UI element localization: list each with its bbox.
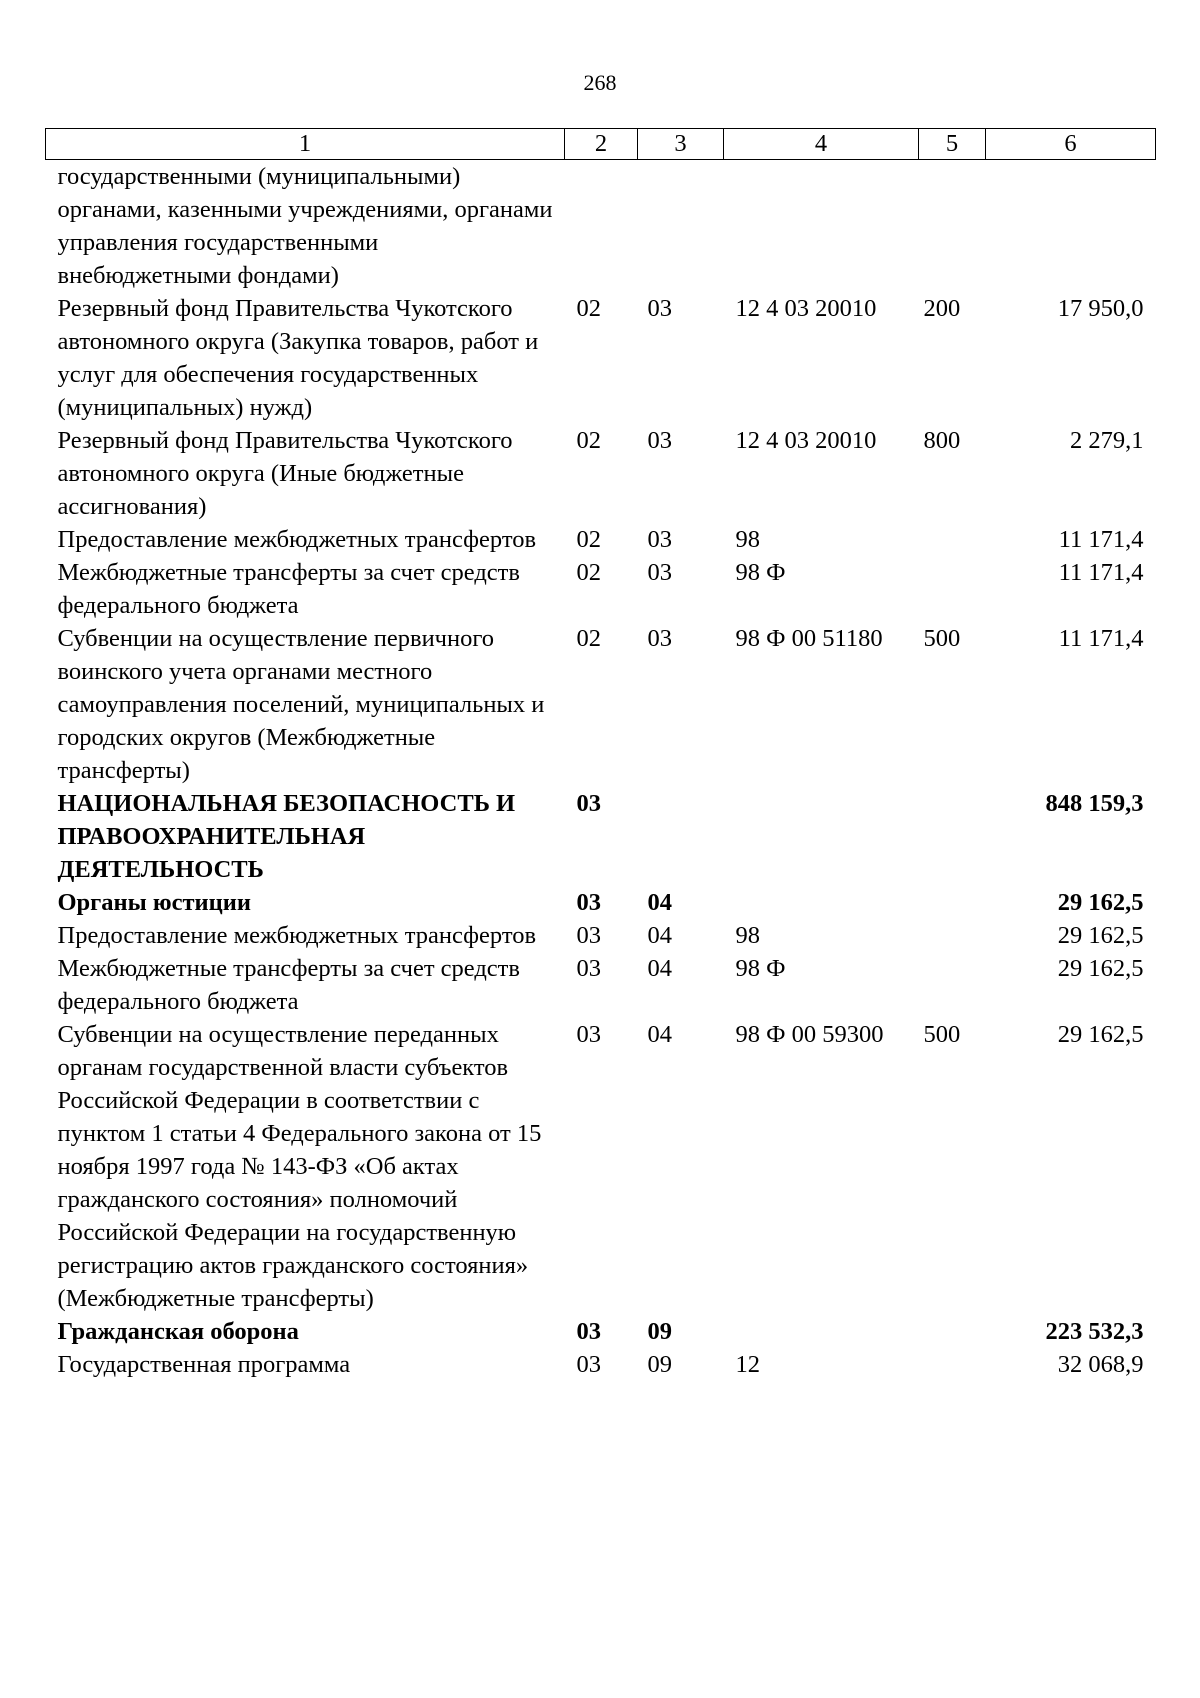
row-subsection-cell: 03 xyxy=(647,559,672,586)
row-amount-cell: 11 171,4 xyxy=(1058,559,1144,586)
row-section-cell: 03 xyxy=(576,889,601,916)
table-body xyxy=(46,160,1156,1382)
row-target-code-cell xyxy=(724,787,919,886)
row-expense-type-cell xyxy=(919,886,986,919)
row-subsection-cell xyxy=(638,160,724,293)
row-expense-type-cell: 200 xyxy=(923,295,961,322)
row-section-cell: 03 xyxy=(576,790,601,817)
row-expense-type-cell: 500 xyxy=(923,625,961,652)
row-subsection-cell: 04 xyxy=(647,922,672,949)
row-name-cell: Субвенции на осуществление первичного воинского учета органами местного самоуправления поселений, муниципальных и городских округов (Межбюджетные трансферты) xyxy=(57,625,545,784)
row-target-code-cell: 12 4 03 20010 xyxy=(735,427,877,454)
table-row xyxy=(46,787,1156,886)
row-amount-cell xyxy=(986,160,1156,293)
row-subsection-cell: 03 xyxy=(647,625,672,652)
row-expense-type-cell xyxy=(919,787,986,886)
row-section-cell: 02 xyxy=(576,295,601,322)
row-section-cell: 02 xyxy=(576,427,601,454)
row-section-cell: 02 xyxy=(576,625,601,652)
row-name-cell: Органы юстиции xyxy=(57,889,252,916)
row-subsection-cell: 04 xyxy=(647,889,672,916)
row-name-cell: Предоставление межбюджетных трансфертов xyxy=(57,526,537,553)
row-amount-cell: 11 171,4 xyxy=(1058,625,1144,652)
page-number: 268 xyxy=(583,70,617,95)
table-row xyxy=(46,1018,1156,1315)
row-section-cell: 02 xyxy=(576,559,601,586)
row-target-code-cell: 12 xyxy=(735,1351,760,1378)
row-name-cell: Субвенции на осуществление переданных органам государственной власти субъектов Российской Федерации в соответствии с пунктом 1 статьи 4 Федерального закона от 15 ноября 1997 года № 143-ФЗ «Об актах гражданского состояния» полномочий Российской Федерации на государственную регистрацию актов гражданского состояния» (Межбюджетные трансферты) xyxy=(57,1021,542,1312)
row-target-code-cell: 98 Ф xyxy=(735,559,786,586)
row-amount-cell: 11 171,4 xyxy=(1058,526,1144,553)
table-header-row xyxy=(46,129,1156,160)
row-subsection-cell: 03 xyxy=(647,295,672,322)
row-expense-type-cell xyxy=(919,919,986,952)
row-subsection-cell xyxy=(638,787,724,886)
column-header-3: 3 xyxy=(638,129,724,160)
row-subsection-cell: 04 xyxy=(647,1021,672,1048)
row-subsection-cell: 04 xyxy=(647,955,672,982)
row-target-code-cell: 12 4 03 20010 xyxy=(735,295,877,322)
row-subsection-cell: 09 xyxy=(647,1318,672,1345)
row-target-code-cell xyxy=(724,886,919,919)
budget-table xyxy=(45,128,1156,1381)
table-row xyxy=(46,952,1156,1018)
row-amount-cell: 848 159,3 xyxy=(1045,790,1144,817)
column-header-6: 6 xyxy=(986,129,1156,160)
row-amount-cell: 29 162,5 xyxy=(1057,955,1144,982)
table-row xyxy=(46,1348,1156,1381)
row-section-cell: 03 xyxy=(576,955,601,982)
row-name-cell: Предоставление межбюджетных трансфертов xyxy=(57,922,537,949)
row-amount-cell: 223 532,3 xyxy=(1045,1318,1144,1345)
row-amount-cell: 2 279,1 xyxy=(1070,427,1144,454)
column-header-2: 2 xyxy=(565,129,638,160)
row-expense-type-cell: 500 xyxy=(923,1021,961,1048)
row-section-cell: 03 xyxy=(576,1021,601,1048)
column-header-1: 1 xyxy=(46,129,565,160)
table-row xyxy=(46,292,1156,424)
row-amount-cell: 32 068,9 xyxy=(1057,1351,1144,1378)
row-section-cell: 03 xyxy=(576,1318,601,1345)
row-expense-type-cell xyxy=(919,556,986,622)
row-amount-cell: 29 162,5 xyxy=(1057,922,1144,949)
row-name-cell: НАЦИОНАЛЬНАЯ БЕЗОПАСНОСТЬ И ПРАВООХРАНИТЕЛЬНАЯ ДЕЯТЕЛЬНОСТЬ xyxy=(57,790,516,883)
row-section-cell: 03 xyxy=(576,1351,601,1378)
row-name-cell: Резервный фонд Правительства Чукотского автономного округа (Иные бюджетные ассигнования) xyxy=(57,427,513,520)
table-row xyxy=(46,523,1156,556)
row-name-cell: Межбюджетные трансферты за счет средств федерального бюджета xyxy=(57,955,520,1015)
row-section-cell: 03 xyxy=(576,922,601,949)
row-subsection-cell: 09 xyxy=(647,1351,672,1378)
row-expense-type-cell xyxy=(919,1315,986,1348)
table-row xyxy=(46,1315,1156,1348)
row-target-code-cell: 98 xyxy=(735,922,760,949)
row-name-cell: Гражданская оборона xyxy=(57,1318,299,1345)
row-name-cell: Государственная программа xyxy=(57,1351,351,1378)
table-row xyxy=(46,919,1156,952)
table-row xyxy=(46,556,1156,622)
row-expense-type-cell xyxy=(919,523,986,556)
row-subsection-cell: 03 xyxy=(647,526,672,553)
row-expense-type-cell: 800 xyxy=(923,427,961,454)
table-row xyxy=(46,886,1156,919)
row-expense-type-cell xyxy=(919,1348,986,1381)
row-expense-type-cell xyxy=(919,952,986,1018)
table-row xyxy=(46,160,1156,293)
row-subsection-cell: 03 xyxy=(647,427,672,454)
row-target-code-cell: 98 Ф xyxy=(735,955,786,982)
table-row xyxy=(46,622,1156,787)
row-amount-cell: 29 162,5 xyxy=(1057,1021,1144,1048)
row-target-code-cell: 98 xyxy=(735,526,760,553)
row-name-cell: Межбюджетные трансферты за счет средств федерального бюджета xyxy=(57,559,520,619)
column-header-4: 4 xyxy=(724,129,919,160)
column-header-5: 5 xyxy=(919,129,986,160)
table-row xyxy=(46,424,1156,523)
row-amount-cell: 17 950,0 xyxy=(1057,295,1144,322)
row-target-code-cell xyxy=(724,160,919,293)
row-name-cell: государственными (муниципальными) органами, казенными учреждениями, органами управления государственными внебюджетными фондами) xyxy=(57,163,553,289)
row-section-cell: 02 xyxy=(576,526,601,553)
row-expense-type-cell xyxy=(919,160,986,293)
row-amount-cell: 29 162,5 xyxy=(1057,889,1144,916)
row-section-cell xyxy=(565,160,638,293)
row-target-code-cell: 98 Ф 00 59300 xyxy=(735,1021,884,1048)
row-target-code-cell xyxy=(724,1315,919,1348)
row-name-cell: Резервный фонд Правительства Чукотского автономного округа (Закупка товаров, работ и услуг для обеспечения государственных (муниципальных) нужд) xyxy=(57,295,539,421)
row-target-code-cell: 98 Ф 00 51180 xyxy=(735,625,883,652)
